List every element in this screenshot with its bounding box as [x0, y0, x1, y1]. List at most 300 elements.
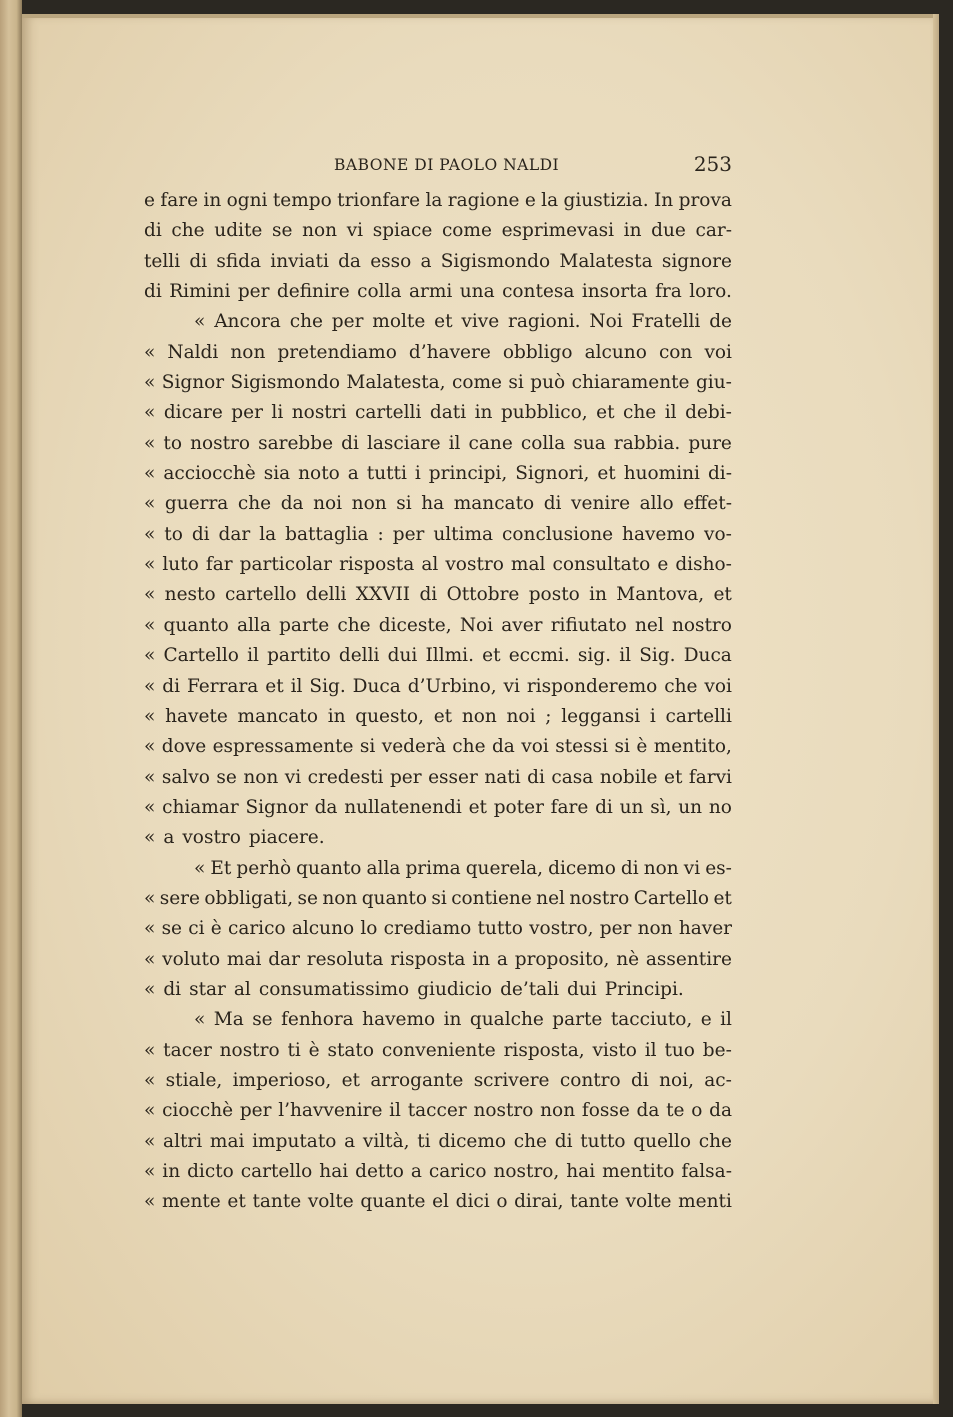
word: mancato	[453, 493, 535, 515]
word: contro	[559, 1069, 621, 1091]
word: to	[163, 432, 182, 454]
word: huomini	[623, 463, 700, 485]
word: loro.	[689, 281, 732, 303]
word: risposta,	[503, 1039, 585, 1061]
word: al	[421, 554, 439, 576]
word: e	[657, 554, 669, 576]
word: quello	[633, 1130, 691, 1152]
word: Signor	[161, 372, 225, 394]
word: in	[623, 220, 642, 242]
text-line	[144, 580, 732, 610]
word: è	[636, 736, 648, 758]
page-top-edge	[22, 14, 939, 18]
text-line	[144, 398, 732, 428]
text-line	[144, 338, 732, 368]
word: vostro	[445, 554, 504, 576]
word: è	[210, 918, 222, 940]
word: ac-	[704, 1069, 732, 1091]
word: consultato	[552, 554, 651, 576]
word: conclusione	[502, 523, 614, 545]
word: sere	[159, 887, 200, 909]
word: esser	[428, 766, 478, 788]
word: proposito,	[514, 948, 610, 970]
word: dicare	[163, 402, 223, 424]
word: questo,	[355, 705, 424, 727]
word: Ferrara	[186, 675, 259, 697]
word: «	[144, 978, 156, 1000]
word: di	[419, 584, 438, 606]
word: la	[259, 523, 277, 545]
word: quante	[360, 1191, 426, 1213]
word: il	[389, 1100, 401, 1122]
word: eccmi.	[508, 645, 570, 667]
word: pure	[688, 432, 732, 454]
word: resoluta	[306, 948, 384, 970]
word: allo	[639, 493, 674, 515]
word: prova	[678, 190, 732, 211]
word: In	[654, 190, 674, 211]
word: battaglia	[285, 523, 369, 545]
word: se	[216, 766, 237, 788]
word: quanto	[361, 887, 427, 909]
word: risponderemo	[526, 675, 658, 697]
word: scrivere	[473, 1069, 550, 1091]
word: piacere.	[248, 827, 325, 849]
word: guerra	[164, 493, 229, 515]
word: fenhora	[281, 1009, 354, 1031]
word: il	[290, 675, 303, 697]
word: «	[194, 311, 206, 333]
word: nostri	[291, 402, 347, 424]
word: partito	[267, 645, 331, 667]
word: Malatesta	[559, 250, 653, 272]
word: Illmi.	[425, 645, 474, 667]
word: assentire	[645, 948, 732, 970]
word: come	[441, 220, 492, 242]
word: non	[322, 887, 358, 909]
word: et	[664, 766, 683, 788]
word: Noi	[459, 614, 494, 636]
word: crediamo	[383, 918, 472, 940]
word: per	[331, 311, 364, 333]
text-line	[144, 1157, 732, 1187]
word: noi	[506, 705, 536, 727]
word: i	[414, 463, 421, 485]
word: giu-	[695, 372, 732, 394]
word: d’Urbino,	[407, 675, 497, 697]
word: vi	[346, 220, 364, 242]
word: mentito,	[653, 736, 732, 758]
word: in	[327, 705, 346, 727]
word: obbligati,	[204, 887, 294, 909]
word: haver	[678, 918, 732, 940]
word: detto	[355, 1161, 404, 1182]
word: alla	[366, 857, 401, 879]
word: tante	[570, 1191, 619, 1213]
word: di	[595, 796, 613, 818]
word: et	[713, 584, 732, 606]
word: nostro	[473, 1100, 534, 1122]
text-line	[144, 459, 732, 489]
word: cartello	[224, 584, 297, 606]
word: che	[237, 493, 272, 515]
word: noto	[298, 463, 340, 485]
word: Sig.	[309, 675, 346, 697]
text-line	[144, 672, 732, 702]
word: salvo	[161, 766, 210, 788]
word: telli	[144, 250, 181, 272]
word: e	[144, 190, 155, 211]
word: voi	[704, 675, 732, 697]
word: nel	[536, 887, 565, 909]
word: «	[144, 766, 156, 788]
word: carico	[428, 1161, 487, 1182]
word: chiaramente	[571, 372, 690, 394]
text-line	[144, 368, 732, 398]
word: viltà,	[362, 1130, 410, 1152]
text-line	[144, 732, 732, 762]
word: rifiutato	[550, 614, 627, 636]
word: carico	[227, 918, 286, 940]
word: di	[620, 857, 639, 879]
word: giudicio	[417, 978, 493, 1000]
word: «	[144, 736, 156, 758]
word: nullatenendi	[344, 796, 462, 818]
body-text	[144, 186, 732, 1218]
word: «	[144, 1191, 156, 1213]
word: che	[171, 220, 205, 242]
text-line	[144, 186, 732, 216]
word: ha	[421, 493, 445, 515]
word: dar	[218, 523, 251, 545]
word: Cartello	[163, 645, 239, 667]
word: colla	[520, 432, 566, 454]
word: poter	[493, 796, 544, 818]
word: «	[144, 887, 156, 909]
word: Naldi	[167, 341, 219, 363]
word: il	[664, 402, 677, 424]
text-line	[144, 763, 732, 793]
word: in	[474, 402, 493, 424]
word: ci	[188, 918, 205, 940]
word: et	[341, 1069, 360, 1091]
word: te	[666, 1100, 685, 1122]
word: di-	[707, 463, 732, 485]
word: tutto	[477, 918, 523, 940]
word: falsa-	[681, 1161, 732, 1182]
word: star	[189, 978, 226, 1000]
word: mai	[209, 1130, 245, 1152]
word: vo-	[704, 523, 732, 545]
word: signore	[661, 250, 732, 272]
word: ragione	[447, 190, 520, 211]
word: da	[338, 250, 361, 272]
word: et	[433, 705, 453, 727]
word: Fratelli	[631, 311, 701, 333]
word: lasciare	[366, 432, 441, 454]
word: da	[314, 796, 338, 818]
word: esso	[370, 250, 412, 272]
word: noi	[313, 493, 343, 515]
word: che	[337, 614, 371, 636]
word: arrogante	[370, 1069, 464, 1091]
word: et	[713, 887, 732, 909]
text-line	[144, 1096, 732, 1126]
word: visto	[592, 1039, 637, 1061]
text-line	[144, 702, 732, 732]
word: Ottobre	[446, 584, 520, 606]
word: risposta	[390, 948, 466, 970]
word: Et	[210, 857, 232, 879]
word: nostro	[219, 1039, 280, 1061]
word: querela,	[465, 857, 544, 879]
word: e	[524, 190, 536, 211]
word: et	[597, 463, 616, 485]
word: dove	[161, 736, 207, 758]
word: parte	[279, 614, 330, 636]
word: «	[144, 554, 156, 576]
word: li	[271, 402, 284, 424]
word: si	[431, 887, 447, 909]
word: Sigismondo	[230, 372, 340, 394]
word: contesa	[502, 281, 575, 303]
word: che	[513, 1130, 548, 1152]
word: si	[396, 493, 412, 515]
word: e	[700, 1009, 712, 1031]
word: per	[239, 1100, 272, 1122]
word: sarebbe	[258, 432, 334, 454]
word: «	[144, 675, 156, 697]
word: «	[144, 1161, 156, 1182]
word: ti	[287, 1039, 301, 1061]
word: è	[308, 1039, 320, 1061]
word: sfida	[216, 250, 262, 272]
word: nostro	[190, 432, 251, 454]
word: Sigismondo	[440, 250, 551, 272]
text-line	[144, 489, 732, 519]
word: havemo	[622, 523, 696, 545]
word: cartello	[240, 1161, 313, 1182]
word: non	[643, 857, 679, 879]
word: di	[554, 1130, 573, 1152]
word: Rimini	[169, 281, 231, 303]
word: vive	[461, 311, 500, 333]
word: taccer	[407, 1100, 467, 1122]
word: che	[289, 311, 323, 333]
word: a	[163, 827, 175, 849]
word: o	[691, 1100, 703, 1122]
word: armi	[408, 281, 453, 303]
word: in	[472, 948, 491, 970]
word: debi-	[685, 402, 732, 424]
word: ogni	[226, 190, 268, 211]
word: udite	[214, 220, 263, 242]
word: hai	[566, 1161, 596, 1182]
word: mal	[510, 554, 546, 576]
word: Signor	[245, 796, 308, 818]
word: nè	[616, 948, 640, 970]
text-line	[144, 216, 732, 246]
word: «	[144, 1039, 156, 1061]
word: mai	[226, 948, 262, 970]
word: dui	[567, 978, 597, 1000]
word: aver	[501, 614, 543, 636]
word: alla	[236, 614, 271, 636]
word: luto	[162, 554, 199, 576]
word: Principi.	[604, 978, 684, 1000]
word: da	[491, 736, 515, 758]
word: ultima	[433, 523, 494, 545]
word: vi	[683, 857, 701, 879]
word: particolar	[239, 554, 333, 576]
word: per	[392, 523, 425, 545]
word: si	[614, 736, 630, 758]
word: parte	[552, 1009, 603, 1031]
word: «	[144, 584, 156, 606]
word: «	[144, 705, 156, 727]
word: es-	[705, 857, 732, 879]
word: ciocchè	[162, 1100, 234, 1122]
word: principi,	[428, 463, 508, 485]
word: nel	[634, 614, 664, 636]
word: havemo	[362, 1009, 436, 1031]
word: Malatesta,	[346, 372, 446, 394]
text-line	[144, 1127, 732, 1157]
word: conveniente	[381, 1039, 496, 1061]
word: «	[144, 372, 156, 394]
word: dicemo	[438, 1130, 507, 1152]
word: dui	[387, 645, 418, 667]
word: et	[227, 1191, 246, 1213]
word: qualche	[469, 1009, 544, 1031]
word: nostro	[569, 887, 630, 909]
word: definire	[276, 281, 350, 303]
word: «	[144, 432, 156, 454]
word: tacciuto,	[610, 1009, 693, 1031]
word: una	[459, 281, 495, 303]
word: stiale,	[165, 1069, 223, 1091]
word: chiamar	[162, 796, 239, 818]
word: nati	[484, 766, 521, 788]
word: lo	[360, 918, 378, 940]
text-line	[144, 1187, 732, 1217]
word: Mantova,	[616, 584, 705, 606]
text-line	[144, 945, 732, 975]
word: di	[527, 766, 545, 788]
word: nobile	[599, 766, 658, 788]
word: nesto	[164, 584, 216, 606]
text-line	[144, 247, 732, 277]
word: pretendiamo	[277, 341, 397, 363]
word: tempo	[272, 190, 332, 211]
word: dar	[268, 948, 300, 970]
word: tutti	[366, 463, 407, 485]
word: Duca	[352, 675, 401, 697]
word: di	[341, 432, 359, 454]
text-line	[144, 854, 732, 884]
text-line	[144, 641, 732, 671]
word: voi	[521, 736, 549, 758]
word: al	[233, 978, 251, 1000]
word: a	[410, 1161, 422, 1182]
word: con	[658, 341, 693, 363]
word: obbligo	[502, 341, 573, 363]
word: leggansi	[561, 705, 641, 727]
word: mancato	[237, 705, 318, 727]
word: pubblico,	[500, 402, 588, 424]
word: o	[496, 1191, 508, 1213]
word: dirai,	[514, 1191, 564, 1213]
word: non	[351, 493, 387, 515]
running-title: BABONE DI PAOLO NALDI	[334, 156, 560, 174]
word: di	[189, 250, 208, 272]
word: imperioso,	[232, 1069, 332, 1091]
word: Signori,	[515, 463, 590, 485]
word: vi	[503, 675, 520, 697]
word: delli	[305, 584, 347, 606]
text-line	[144, 307, 732, 337]
word: credesti	[307, 766, 384, 788]
word: non	[540, 1100, 576, 1122]
word: che	[623, 402, 657, 424]
word: rabbia.	[613, 432, 681, 454]
word: vederà	[381, 736, 446, 758]
word: di	[543, 493, 562, 515]
word: Ancora	[214, 311, 281, 333]
word: cartelli	[355, 402, 422, 424]
word: due	[651, 220, 686, 242]
word: tante	[252, 1191, 302, 1213]
text-line	[144, 914, 732, 944]
word: di	[191, 523, 210, 545]
word: fare	[550, 796, 589, 818]
word: stato	[327, 1039, 374, 1061]
page-right-edge	[933, 14, 939, 1404]
word: perhò	[236, 857, 292, 879]
word: in	[443, 1009, 462, 1031]
word: voi	[704, 341, 732, 363]
word: spiace	[372, 220, 433, 242]
word: non	[637, 918, 673, 940]
word: mentito	[602, 1161, 675, 1182]
word: in	[162, 1161, 181, 1182]
word: si	[359, 736, 376, 758]
word: vostro,	[529, 918, 594, 940]
word: havete	[165, 705, 228, 727]
word: «	[194, 1009, 206, 1031]
word: sia	[263, 463, 291, 485]
text-line	[144, 611, 732, 641]
word: de	[709, 311, 732, 333]
word: far	[205, 554, 233, 576]
word: se	[297, 887, 318, 909]
word: fra	[655, 281, 682, 303]
word: vostro	[182, 827, 241, 849]
word: alcuno	[584, 341, 647, 363]
word: imputato	[252, 1130, 337, 1152]
word: insorta	[581, 281, 648, 303]
word: Cartello	[633, 887, 710, 909]
word: diceste,	[378, 614, 452, 636]
word: come	[451, 372, 502, 394]
word: sig.	[577, 645, 612, 667]
word: ragioni.	[508, 311, 581, 333]
word: il	[619, 645, 632, 667]
word: la	[425, 190, 443, 211]
word: di	[144, 281, 162, 303]
word: delli	[338, 645, 380, 667]
word: «	[144, 796, 156, 818]
